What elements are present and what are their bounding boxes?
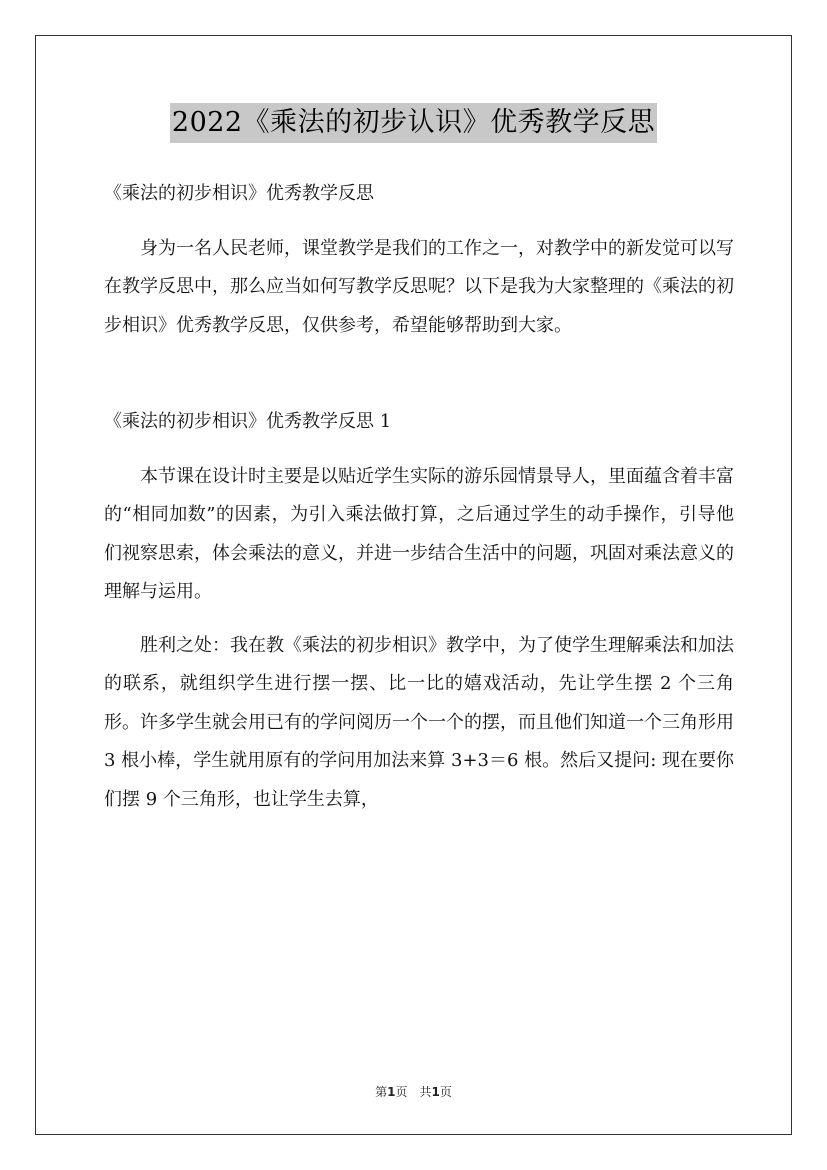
- intro-paragraph: 身为一名人民老师，课堂教学是我们的工作之一，对教学中的新发觉可以写在教学反思中，那么应当如何写教学反思呢？以下是我为大家整理的《乘法的初步相识》优秀教学反思，仅供参考，希望能够帮助到大家。: [104, 237, 734, 336]
- title-container: [0, 103, 827, 143]
- body-paragraph-2: 胜利之处：我在教《乘法的初步相识》教学中，为了使学生理解乘法和加法的联系，就组织学生进行摆一摆、比一比的嬉戏活动，先让学生摆 2 个三角形。许多学生就会用已有的学问阅历一个一个的摆，而且他们知道一个三角形用 3 根小棒，学生就用原有的学问用加法来算 3+3＝6 根。然后又提问: 现在要你们摆 9 个三角形，也让学生去算，: [104, 634, 734, 810]
- section-heading: 《乘法的初步相识》优秀教学反思 1: [104, 411, 392, 432]
- footer-current-page: 1: [387, 1085, 396, 1099]
- footer-prefix: 第: [375, 1085, 388, 1099]
- document-title: 2022《乘法的初步认识》优秀教学反思: [170, 103, 657, 143]
- body-paragraph-1: 本节课在设计时主要是以贴近学生实际的游乐园情景导人，里面蕴含着丰富的“相同加数”的因素，为引入乘法做打算，之后通过学生的动手操作，引导他们视察思索，体会乘法的意义，并进一步结合生活中的问题，巩固对乘法意义的理解与运用。: [104, 465, 734, 602]
- footer-suffix: 页: [439, 1085, 452, 1099]
- page-footer: [0, 1083, 827, 1100]
- document-subtitle: 《乘法的初步相识》优秀教学反思: [104, 183, 374, 204]
- document-body: [104, 175, 734, 819]
- footer-mid: 页 共: [395, 1085, 432, 1099]
- footer-total-pages: 1: [431, 1085, 440, 1099]
